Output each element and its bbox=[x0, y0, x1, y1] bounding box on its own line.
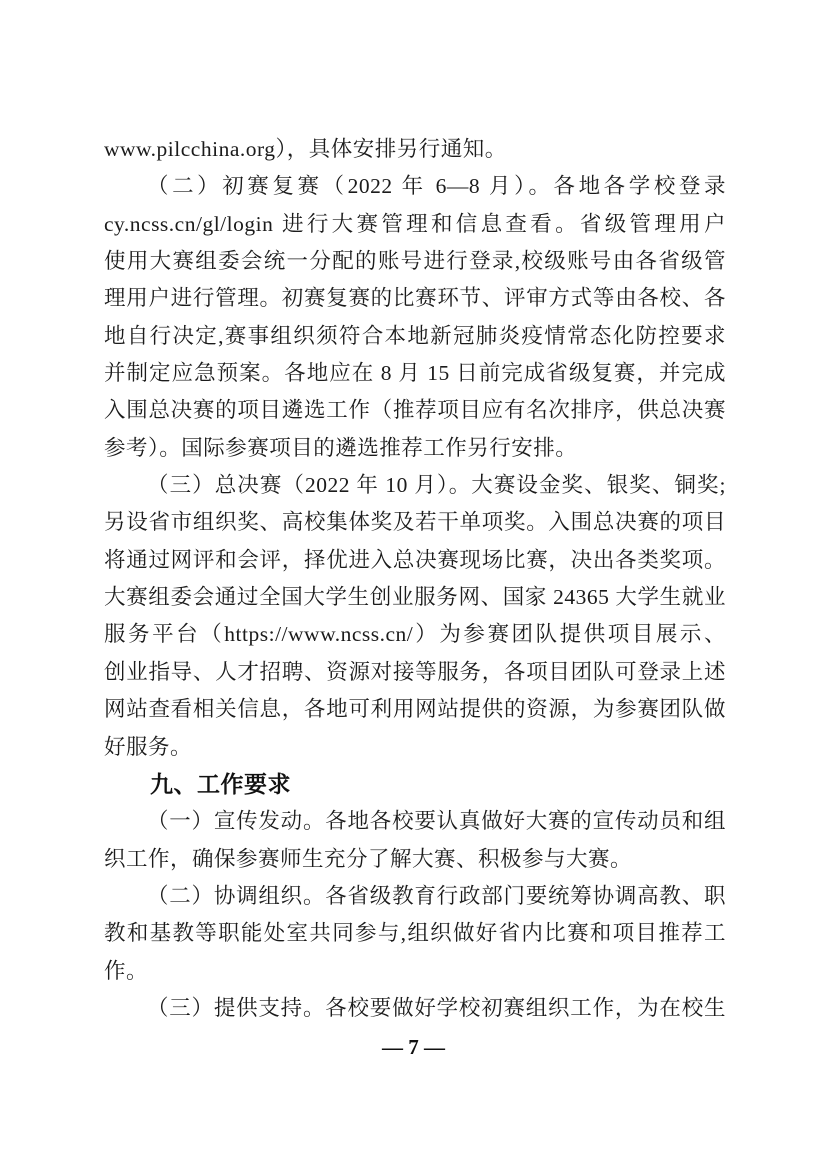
paragraph bbox=[104, 131, 726, 168]
text-line: cy.ncss.cn/gl/login 进行大赛管理和信息查看。省级管理用户 bbox=[104, 211, 726, 236]
text-line: 入围总决赛的项目遴选工作（推荐项目应有名次排序，供总决赛 bbox=[104, 398, 726, 423]
text-line: 并制定应急预案。各地应在 8 月 15 日前完成省级复赛，并完成 bbox=[104, 361, 726, 386]
text-line: 好服务。 bbox=[104, 734, 193, 759]
document-body bbox=[104, 131, 726, 1027]
text-line: （一）宣传发动。各地各校要认真做好大赛的宣传动员和组 bbox=[147, 809, 726, 834]
paragraph bbox=[104, 990, 726, 1027]
text-line: 另设省市组织奖、高校集体奖及若干单项奖。入围总决赛的项目 bbox=[104, 510, 726, 535]
paragraph bbox=[104, 467, 726, 766]
paragraph bbox=[104, 168, 726, 467]
text-line: 网站查看相关信息，各地可利用网站提供的资源，为参赛团队做 bbox=[104, 697, 726, 722]
text-line: 织工作，确保参赛师生充分了解大赛、积极参与大赛。 bbox=[104, 846, 633, 871]
page-number: — 7 — bbox=[382, 1035, 445, 1059]
paragraph bbox=[104, 803, 726, 878]
text-line: （二）初赛复赛（2022 年 6—8 月）。各地各学校登录 bbox=[147, 174, 726, 199]
text-line: 将通过网评和会评，择优进入总决赛现场比赛，决出各类奖项。 bbox=[104, 547, 726, 572]
text-line: （三）提供支持。各校要做好学校初赛组织工作，为在校生 bbox=[147, 995, 726, 1020]
text-line: 服务平台（https://www.ncss.cn/）为参赛团队提供项目展示、 bbox=[104, 622, 726, 647]
text-line: 创业指导、人才招聘、资源对接等服务，各项目团队可登录上述 bbox=[104, 659, 726, 684]
text-line: 使用大赛组委会统一分配的账号进行登录,校级账号由各省级管 bbox=[104, 249, 726, 274]
text-line: （二）协调组织。各省级教育行政部门要统筹协调高教、职 bbox=[147, 883, 726, 908]
text-line: 理用户进行管理。初赛复赛的比赛环节、评审方式等由各校、各 bbox=[104, 286, 726, 311]
heading-text: 九、工作要求 bbox=[150, 770, 291, 797]
text-line: 地自行决定,赛事组织须符合本地新冠肺炎疫情常态化防控要求 bbox=[104, 323, 726, 348]
text-line: www.pilcchina.org），具体安排另行通知。 bbox=[104, 137, 507, 161]
section-heading bbox=[104, 766, 726, 803]
text-line: （三）总决赛（2022 年 10 月）。大赛设金奖、银奖、铜奖; bbox=[147, 473, 726, 498]
text-line: 大赛组委会通过全国大学生创业服务网、国家 24365 大学生就业 bbox=[104, 585, 726, 610]
text-line: 作。 bbox=[104, 958, 149, 983]
paragraph bbox=[104, 878, 726, 990]
text-line: 参考）。国际参赛项目的遴选推荐工作另行安排。 bbox=[104, 435, 578, 460]
text-line: 教和基教等职能处室共同参与,组织做好省内比赛和项目推荐工 bbox=[104, 921, 726, 946]
